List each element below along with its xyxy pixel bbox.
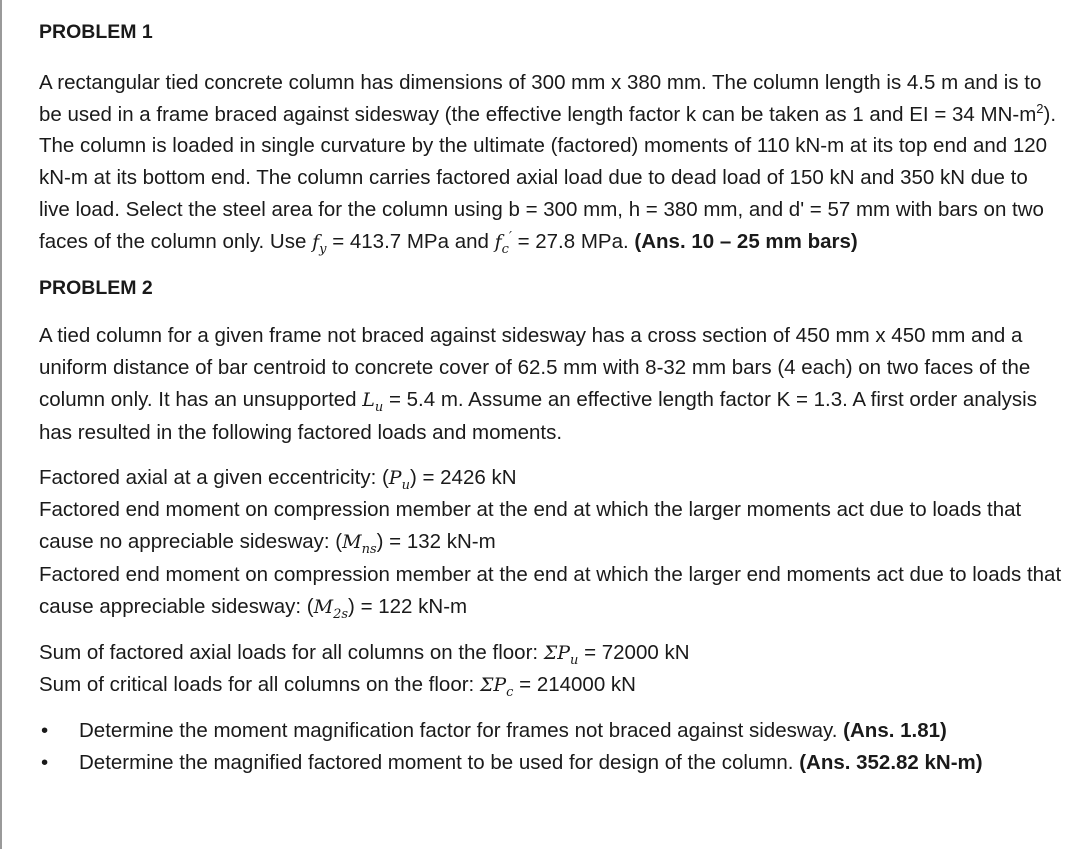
bullet-icon: • <box>41 750 49 774</box>
problem-1-answer: (Ans. 10 – 25 mm bars) <box>634 229 858 253</box>
problem-2-heading: PROBLEM 2 <box>39 276 153 299</box>
problem-1-text: = 413.7 MPa and <box>326 229 495 253</box>
problem-2-sums <box>39 637 1064 703</box>
answer-text: (Ans. 1.81) <box>843 719 947 743</box>
fy-symbol: $f_y$ <box>312 230 327 257</box>
list-item: • Determine the moment magnification factor for frames not braced against sidesway. (Ans. 1.81) <box>39 715 1064 747</box>
task-list <box>39 715 1064 779</box>
problem-2-intro <box>39 320 1064 448</box>
problem-2-given-values <box>39 462 1064 624</box>
squared-superscript: 2 <box>1036 100 1044 116</box>
problem-1-statement <box>39 67 1064 259</box>
fc-prime-symbol: $f_c'$ <box>494 229 512 257</box>
document-page <box>39 13 1064 799</box>
problem-1-text: = 27.8 MPa. <box>511 229 635 253</box>
problem-1-text: ). The column is loaded in single curvature by the ultimate (factored) moments of 110 kN-m at its top end and 120 kN-m at its bottom end. The column carries factored axial load due to dead load of 150 kN and 350 kN due to live load. Select the steel area for the column using b = 300 mm, h = 380 mm, and d' = 57 mm with bars on two faces of the column only. Use <box>39 102 1057 253</box>
lu-symbol: $L_u$ <box>362 388 384 415</box>
answer-text: (Ans. 352.82 kN-m) <box>799 750 983 774</box>
sum-pu-line: Sum of factored axial loads for all columns on the floor: $\Sigma P_u = 72000$ kN <box>39 640 690 668</box>
pu-line: Factored axial at a given eccentricity: $(P_u) = 2426$ kN <box>39 465 517 493</box>
m2s-symbol: $M_{2s}$ <box>313 595 349 622</box>
problem-1-heading: PROBLEM 1 <box>39 21 153 43</box>
page-left-border <box>0 0 2 849</box>
problem-2-text: = 5.4 m. Assume an effective length factor K = 1.3. A first order analysis has resulted in the following factored loads and moments. <box>39 387 1037 444</box>
mns-line: Factored end moment on compression member at the end at which the larger moments act due to loads that cause no appreciable sidesway: $(M_{ns}) = 132$ kN-m <box>39 498 1022 557</box>
sum-pc-symbol: $\Sigma P_c$ <box>479 674 514 701</box>
sum-pu-symbol: $\Sigma P_u$ <box>543 641 579 668</box>
mns-symbol: $M_{ns}$ <box>342 531 377 557</box>
problem-2-text: A tied column for a given frame not braced against sidesway has a cross section of 450 mm x 450 mm and a uniform distance of bar centroid to concrete cover of 62.5 mm with 8-32 mm bars (4 each) on two faces of the column only. It has an unsupported <box>39 324 1031 411</box>
sum-pc-line: Sum of critical loads for all columns on the floor: $\Sigma P_c = 214000$ kN <box>39 673 636 701</box>
m2s-line: Factored end moment on compression member at the end at which the larger end moments act due to loads that cause appreciable sidesway: $(M_{2s}) = 122$ kN-m <box>39 562 1062 622</box>
bullet-icon: • <box>41 719 49 743</box>
problem-1-text: A rectangular tied concrete column has dimensions of 300 mm x 380 mm. The column length is 4.5 m and is to be used in a frame braced against sidesway (the effective length factor k can be taken as 1 and EI = 34 MN-m <box>39 70 1042 126</box>
pu-symbol: $P_u$ <box>388 466 410 493</box>
list-item: • Determine the magnified factored moment to be used for design of the column. (Ans. 352.82 kN-m) <box>39 747 1064 779</box>
